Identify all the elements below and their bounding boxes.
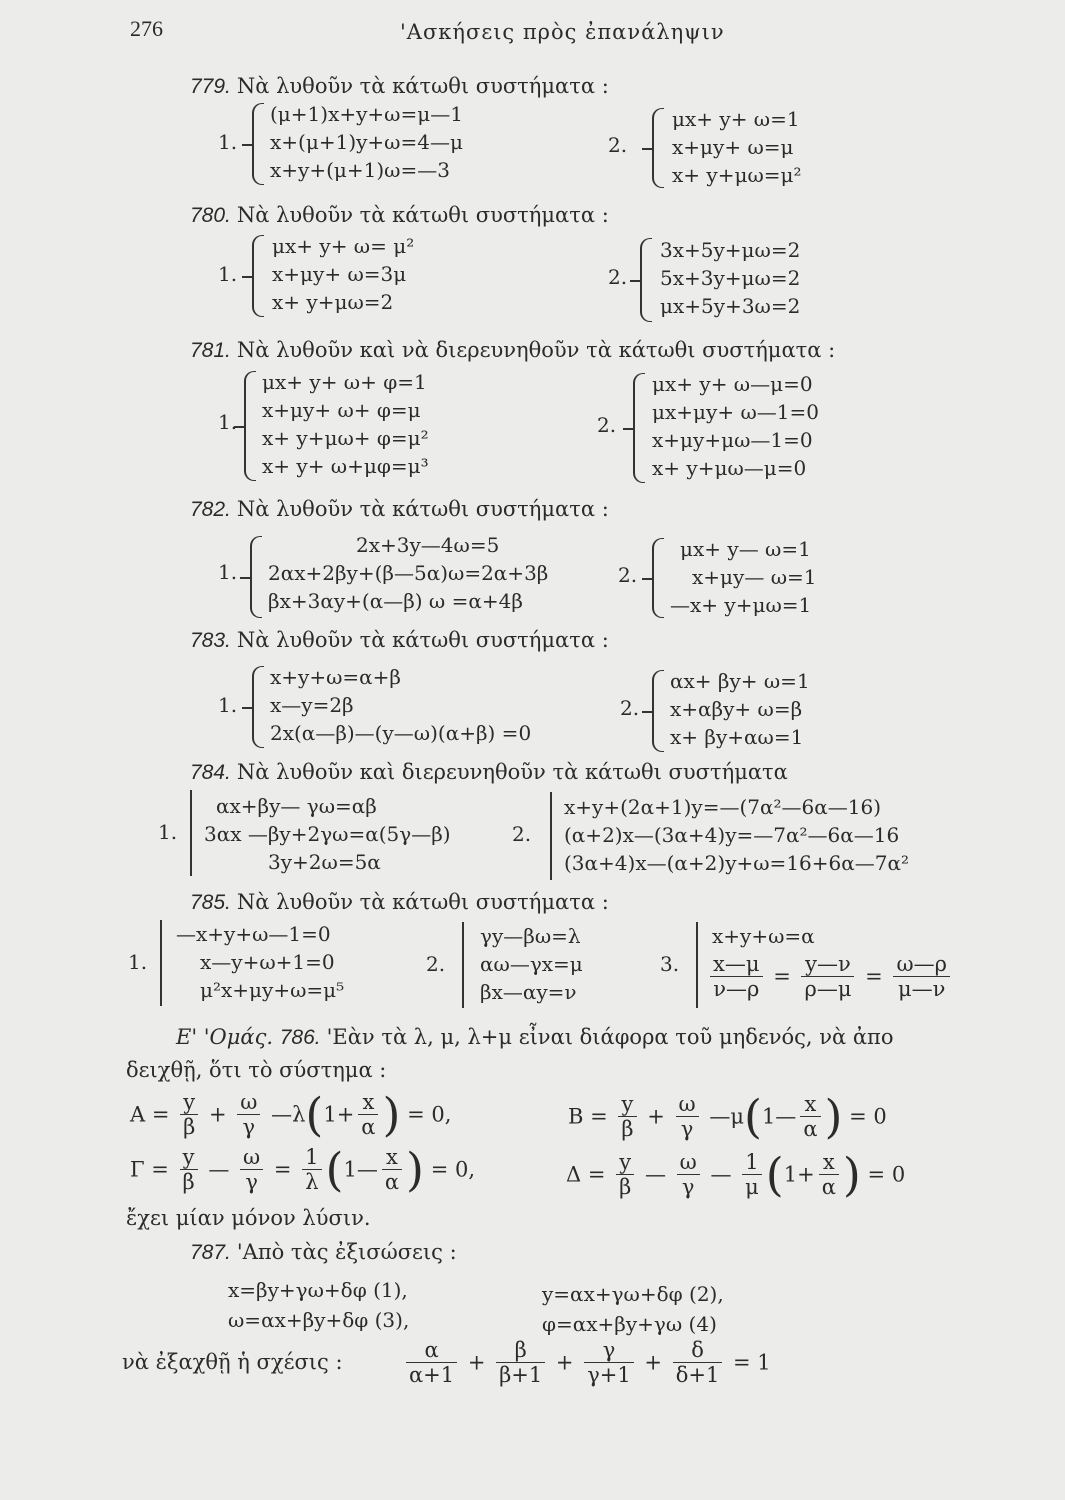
equation: x+μy+μω—1=0 [652,428,813,452]
numerator: γ [602,1338,616,1362]
fraction [240,1145,263,1194]
equation: x+μy+ ω=μ [672,135,794,159]
denominator: α [800,1116,820,1141]
system-784-2 [564,793,909,877]
minus-sign: — [644,1162,666,1187]
equation: x+μy+ ω+ φ=μ [262,398,421,422]
equation: x+y+(μ+1)ω=—3 [270,158,450,182]
equation: 3αx —βy+2γω=α(5γ—β) [204,822,451,846]
denominator: ν—ρ [710,976,763,1001]
denominator: β [618,1116,636,1141]
numerator: ω [243,1145,261,1169]
system-783-1 [270,663,531,747]
equation: x+y+(2α+1)y=—(7α²—6α—16) [564,795,882,819]
numerator: x [386,1145,398,1169]
left-brace [252,103,264,185]
numerator: α [424,1338,439,1362]
exercise-786-conclusion: ἔχει μίαν μόνον λύσιν. [126,1206,371,1230]
system-bar [462,922,464,1008]
denominator: γ [237,1114,260,1139]
exercise-number: 782. [190,498,231,521]
proportion-equation [706,952,954,1001]
denominator: β [616,1174,634,1199]
denominator: β+1 [496,1362,545,1387]
plus-sign: + [555,1350,574,1375]
equation: —x+y+ω—1=0 [176,922,331,946]
plus-sign: + [647,1104,665,1129]
equation: μx+ y+ ω+ φ=1 [262,370,427,394]
equation: μ²x+μy+ω=μ⁵ [200,978,345,1002]
system-label: 1. [218,560,238,584]
denominator: α [358,1114,378,1139]
system-bar [550,792,552,880]
rhs: = 0, [430,1157,475,1182]
exercise-text: Νὰ λυθοῦν τὰ κάτωθι συστήματα : [236,74,609,98]
plus-sign: + [208,1102,227,1127]
system-label: 1. [218,262,238,286]
system-bar [160,920,162,1006]
equation-2: y=αx+γω+δφ (2), [542,1282,724,1306]
equation: αx+ βy+ ω=1 [670,669,810,693]
denominator: β [180,1169,198,1194]
equation: 3y+2ω=5α [268,850,381,874]
fraction [302,1145,321,1194]
system-label: 1. [158,820,178,844]
relation-text: νὰ ἐξαχθῇ ἡ σχέσις : [122,1350,343,1374]
left-brace [640,238,652,322]
system-label: 1. [128,950,148,974]
system-784-1 [204,792,451,876]
equation: μx+ y+ ω—μ=0 [652,372,813,396]
system-785-3 [712,922,815,950]
exercise-text: Νὰ λυθοῦν τὰ κάτωθι συστήματα : [236,497,609,521]
paren: ( [325,1142,344,1197]
equation: 5x+3y+μω=2 [660,266,801,290]
exercise-786-text-line2: δειχθῇ, ὅτι τὸ σύστημα : [126,1058,387,1082]
left-brace [244,371,256,481]
equation: (μ+1)x+y+ω=μ—1 [270,102,463,126]
equals-sign: = [273,1157,292,1182]
exercise-text: 'Απὸ τὰς ἐξισώσεις : [236,1240,457,1264]
numerator: y—ν [805,952,851,976]
system-781-2 [652,370,819,482]
denominator: λ [302,1169,321,1194]
numerator: y [183,1090,196,1114]
exercise-text: Νὰ λυθοῦν καὶ νὰ διερευνηθοῦν τὰ κάτωθι συστήματα : [236,338,836,362]
numerator: ω [240,1090,258,1114]
minus-sign: — [208,1157,230,1182]
left-brace [250,536,262,618]
equation: 3x+5y+μω=2 [660,238,801,262]
system-label: 1. [218,130,238,154]
exercise-text: 'Εὰν τὰ λ, μ, λ+μ εἶναι διάφορα τοῦ μηδενός, νὰ ἀπο [326,1025,894,1049]
term: 1+ [783,1162,815,1187]
equation-A [130,1087,452,1142]
exercise-780-heading [190,203,609,228]
page-number: 276 [130,16,163,41]
denominator: ρ—μ [801,976,854,1001]
exercise-text: Νὰ λυθοῦν τὰ κάτωθι συστήματα : [236,203,609,227]
equation: μx+μy+ ω—1=0 [652,400,819,424]
equation: —x+ y+μω=1 [670,593,812,617]
equation-Delta [566,1147,906,1202]
term: —λ [271,1102,306,1127]
minus-sign: — [710,1162,732,1187]
equation-4: φ=αx+βy+γω (4) [542,1312,717,1336]
equation: (3α+4)x—(α+2)y+ω=16+6α—7α² [564,851,909,875]
system-label: 2. [512,822,532,846]
fraction [406,1338,457,1387]
numerator: x—μ [713,952,760,976]
equation-1: x=βy+γω+δφ (1), [228,1278,408,1302]
equation-B [568,1089,887,1144]
equals-sign: = [865,964,883,989]
fraction [382,1145,402,1194]
fraction [180,1145,198,1194]
exercise-text: Νὰ λυθοῦν τὰ κάτωθι συστήματα : [236,628,609,652]
denominator: γ+1 [584,1362,634,1387]
exercise-number: 785. [190,891,231,914]
equation: x—y+ω+1=0 [200,950,335,974]
exercise-number: 784. [190,761,231,784]
paren: ( [305,1087,324,1142]
numerator: x [822,1150,835,1174]
lhs: Δ = [566,1162,606,1187]
equation: x+(μ+1)y+ω=4—μ [270,130,463,154]
exercise-number: 779. [190,75,231,98]
left-brace [252,666,264,748]
fraction [616,1150,634,1199]
plus-sign: + [644,1350,663,1375]
fraction [742,1150,762,1199]
numerator: β [514,1338,527,1362]
fraction [676,1092,699,1141]
equation: x+μy+ ω=3μ [272,262,407,286]
fraction [180,1090,198,1139]
denominator: α [819,1174,839,1199]
numerator: 1 [305,1145,319,1169]
system-785-2 [480,922,583,1006]
equation: βx+3αy+(α—β) ω =α+4β [268,589,523,613]
denominator: μ [742,1174,762,1199]
numerator: y [619,1150,632,1174]
system-label: 1. [218,693,238,717]
exercise-781-heading [190,338,835,363]
system-label: 1. [218,410,238,434]
system-785-1 [176,920,344,1004]
equation: (α+2)x—(3α+4)y=—7α²—6α—16 [564,823,900,847]
denominator: γ [240,1169,263,1194]
equation: x+ y+μω—μ=0 [652,456,807,480]
equation: μx+ y— ω=1 [680,537,811,561]
numerator: ω [678,1092,696,1116]
equation: x+ y+μω=2 [272,290,394,314]
denominator: β [180,1114,198,1139]
exercise-number: 787. [190,1241,231,1264]
system-782-1 [268,531,548,615]
system-779-2 [672,105,802,189]
fraction [710,952,763,1001]
equation: γy—βω=λ [480,924,581,948]
system-label: 2. [620,696,640,720]
equation: μx+ y+ ω= μ² [272,234,415,258]
numerator: y [182,1145,195,1169]
term: —μ [709,1104,744,1129]
denominator: α [382,1169,402,1194]
numerator: ω [679,1150,697,1174]
equation-Gamma [130,1142,475,1197]
system-bar [696,922,698,1008]
fraction [893,952,949,1001]
equation: x+μy— ω=1 [692,565,817,589]
fraction [801,952,854,1001]
fraction [800,1092,820,1141]
term: 1— [761,1104,797,1129]
term: 1+ [323,1102,355,1127]
system-label: 2. [426,952,446,976]
equation: αω—γx=μ [480,952,583,976]
denominator: γ [676,1116,699,1141]
equation: x+ βy+αω=1 [670,725,804,749]
fraction [819,1150,839,1199]
denominator: α+1 [406,1362,457,1387]
equation: x+y+ω=α+β [270,665,401,689]
rhs: = 0, [407,1102,452,1127]
fraction [237,1090,260,1139]
lhs: Γ = [130,1157,169,1182]
equation: 2x(α—β)—(y—ω)(α+β) =0 [270,721,532,745]
equals-sign: = [773,964,791,989]
left-brace [652,108,664,188]
relation-equation [402,1338,771,1387]
equation: x—y=2β [270,693,354,717]
numerator: x [362,1090,375,1114]
fraction [496,1338,545,1387]
paren: ) [842,1147,861,1202]
paren: ) [382,1087,401,1142]
numerator: 1 [745,1150,759,1174]
equation: x+αβy+ ω=β [670,697,803,721]
equation: αx+βy— γω=αβ [216,794,377,818]
exercise-786-heading [176,1025,894,1050]
equation: x+ y+μω+ φ=μ² [262,426,429,450]
rhs: = 0 [867,1162,906,1187]
fraction [618,1092,636,1141]
exercise-783-heading [190,628,609,653]
exercise-787-heading [190,1240,457,1265]
numerator: x [804,1092,817,1116]
rhs: = 0 [849,1104,887,1129]
left-brace [652,538,664,618]
denominator: δ+1 [673,1362,723,1387]
equation: x+ y+ ω+μφ=μ³ [262,454,429,478]
group-label: Ε' 'Ομάς. [176,1025,274,1049]
exercise-number: 781. [190,339,231,362]
rhs: = 1 [733,1350,771,1375]
numerator: δ [691,1338,704,1362]
equation: μx+ y+ ω=1 [672,107,800,131]
paren: ) [824,1089,843,1144]
equation-3: ω=αx+βy+δφ (3), [228,1308,410,1332]
equation: 2αx+2βy+(β—5α)ω=2α+3β [268,561,549,585]
left-brace [252,235,264,317]
paren: ( [743,1089,762,1144]
exercise-text: Νὰ λυθοῦν τὰ κάτωθι συστήματα : [236,890,609,914]
system-label: 3. [660,952,680,976]
system-783-2 [670,667,810,751]
system-781-1 [262,368,429,480]
denominator: γ [677,1174,700,1199]
plus-sign: + [467,1350,486,1375]
left-brace [633,373,645,483]
fraction [673,1338,723,1387]
system-779-1 [270,100,463,184]
exercise-number: 783. [190,629,231,652]
exercise-text: Νὰ λυθοῦν καὶ διερευνηθοῦν τὰ κάτωθι συστήματα [236,760,788,784]
lhs: B = [568,1104,608,1129]
exercise-784-heading [190,760,788,785]
equation: x+y+ω=α [712,924,815,948]
system-label: 2. [608,133,628,157]
equation: 2x+3y—4ω=5 [356,533,500,557]
fraction [584,1338,634,1387]
exercise-779-heading [190,74,609,99]
fraction [358,1090,378,1139]
paren: ) [406,1142,424,1197]
exercise-785-heading [190,890,609,915]
left-brace [652,670,664,752]
paren: ( [765,1147,784,1202]
numerator: y [621,1092,634,1116]
system-label: 2. [618,563,638,587]
system-label: 2. [608,265,628,289]
running-title: 'Ασκήσεις πρὸς ἐπανάληψιν [400,20,725,44]
equation: βx—αy=ν [480,980,577,1004]
system-bar [190,790,192,876]
exercise-number: 780. [190,204,231,227]
numerator: ω—ρ [896,952,947,976]
system-label: 2. [597,413,617,437]
exercise-782-heading [190,497,609,522]
equation: μx+5y+3ω=2 [660,294,801,318]
fraction [677,1150,700,1199]
term: 1— [343,1157,378,1182]
system-782-2 [670,535,816,619]
system-780-2 [660,236,800,320]
denominator: μ—ν [893,976,949,1001]
lhs: A = [130,1102,170,1127]
exercise-number: 786. [279,1026,321,1049]
system-780-1 [272,232,414,316]
equation: x+ y+μω=μ² [672,163,802,187]
